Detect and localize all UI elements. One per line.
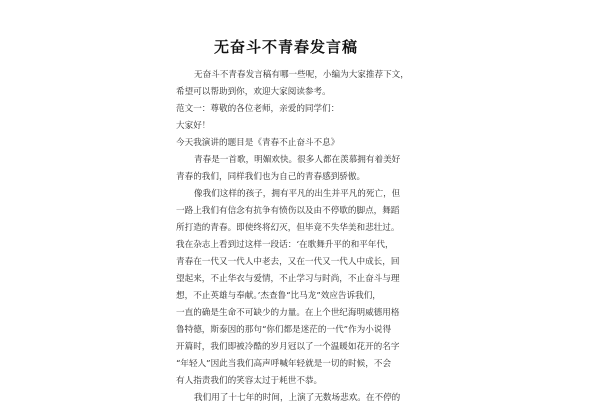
text-line: “年轻人”因此当我们高声呼喊年轻就是一切的时候，不会 [176, 359, 392, 369]
text-line: 大家好！ [176, 121, 211, 131]
text-line: 一直的确是生命不可缺少的力量。在上个世纪海明威德用格 [176, 308, 400, 318]
text-line: 开篇时，我们即被冷酷的岁月冠以了一个温暖如花开的名字 [176, 342, 400, 352]
text-line: 有人指责我们的笑容太过于耗世不恭。 [176, 376, 323, 386]
text-line: 无奋斗不青春发言稿有哪一些呢，小编为大家推荐下文， [194, 70, 409, 80]
text-line: 青春是一首歌，明媚欢快。很多人都在羡慕拥有着美好 [194, 155, 401, 165]
text-line: 今天我演讲的题目是《青春不止奋斗不息》 [176, 138, 340, 148]
text-line: 鲁特德，斯泰因的那句“你们都是迷茫的一代”作为小说得 [176, 325, 392, 335]
document-title: 无奋斗不青春发言稿 [213, 38, 358, 56]
text-line: 所打造的青春。即使终将幻灭，但毕竟不失华美和悲壮过。 [176, 223, 400, 233]
document-text [176, 67, 409, 407]
text-line: 想，不止英雄与奉献。’杰查鲁“比马龙”效应告诉我们， [176, 291, 381, 301]
text-line: 望起来，不止华衣与爱情，不止学习与时尚，不止奋斗与理 [176, 274, 400, 284]
text-line: 我在杂志上看到过这样一段话：‘在歌舞升平的和平年代， [176, 240, 394, 250]
document-body [176, 36, 409, 407]
text-line: 希望可以帮助到你，欢迎大家阅读参考。 [176, 87, 331, 97]
text-line: 我们用了十七年的时间，上演了无数场悲欢。在不停的 [194, 393, 401, 403]
text-line: 一路上我们有信念有抗争有愤伤以及由不停歇的脚点，舞蹈 [176, 206, 400, 216]
text-line: 范文一：尊敬的各位老师，亲爱的同学们： [176, 104, 340, 114]
text-line: 像我们这样的孩子，拥有平凡的出生并平凡的死亡，但 [194, 189, 401, 199]
text-line: 青春在一代又一代人中老去，又在一代又一代人中成长，回 [176, 257, 400, 267]
text-line: 青春的我们，同样我们也为自己的青春感到骄傲。 [176, 172, 366, 182]
